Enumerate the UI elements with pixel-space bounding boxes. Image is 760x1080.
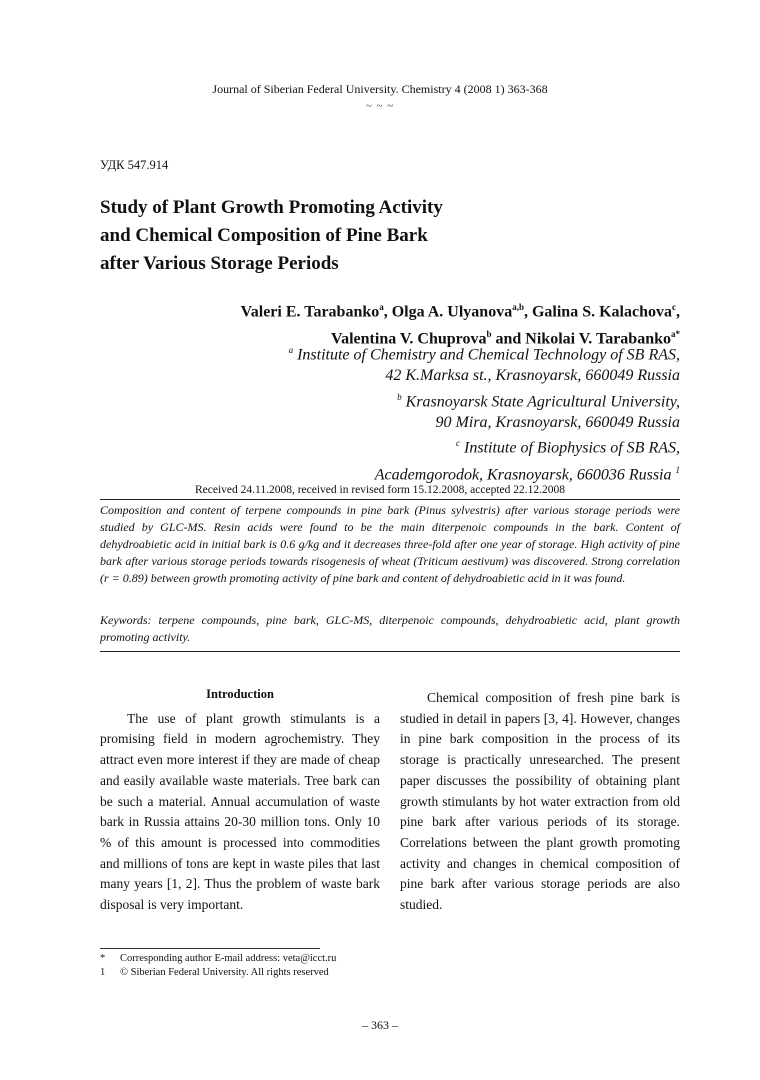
author-name: Olga A. Ulyanova [391, 303, 513, 321]
footnote-ref: 1 [675, 464, 680, 475]
footnote-text: © Siberian Federal University. All rights reserved [120, 967, 329, 978]
abstract-top-rule [100, 499, 680, 500]
author-affil-mark: a [379, 302, 384, 312]
page-number: – 363 – [362, 1018, 398, 1032]
author-separator: , [383, 303, 392, 321]
title-line-2: and Chemical Composition of Pine Bark [100, 225, 428, 246]
footnote-mark: 1 [100, 967, 106, 978]
footnote-2 [100, 967, 329, 978]
title-line-1: Study of Plant Growth Promoting Activity [100, 197, 443, 218]
affiliation-c-line-2: Academgorodok, Krasnoyarsk, 660036 Russia $^1$ [374, 464, 680, 483]
author-affil-mark: b [486, 329, 492, 340]
affiliation-mark: a [288, 345, 294, 355]
abstract: Composition and content of terpene compounds in pine bark (Pinus sylvestris) after various storage periods were studied by GLC-MS. Resin acids were found to be the main diterpenoic compounds in the bark. Content of dehydroabietic acid in initial bark is 0.6 g/kg and it decreases three-fold after one year of storage. High activity of pine bark after various storage periods towards risogenesis of wheat (Triticum aestivum) was discovered. Strong correlation (r = 0.89) between growth promoting activity of pine bark and content of dehydroabietic acid in it was found. [100, 503, 680, 585]
received-dates: Received 24.11.2008, received in revised form 15.12.2008, accepted 22.12.2008 [194, 484, 566, 496]
author-conjunction: and [491, 330, 526, 348]
author-name: Valeri E. Tarabanko [240, 303, 380, 321]
footnote-text: Corresponding author E-mail address: veta@icct.ru [120, 953, 337, 964]
author-name: Nikolai V. Tarabanko [525, 330, 671, 348]
affiliation-b-line-2: 90 Mira, Krasnoyarsk, 660049 Russia [435, 413, 680, 431]
abstract-bottom-rule [100, 651, 680, 652]
journal-header: Journal of Siberian Federal University. Chemistry 4 (2008 1) 363-368 [212, 82, 548, 96]
author-line-1 [241, 296, 680, 323]
author-separator: , [523, 303, 532, 321]
keywords: Keywords: terpene compounds, pine bark, GLC-MS, diterpenoic compounds, dehydroabietic acid, plant growth promoting activity. [100, 613, 680, 644]
section-heading: Introduction [206, 687, 274, 701]
affiliation-mark: c [456, 438, 461, 449]
affiliation-mark: b [397, 391, 402, 402]
affiliation-a-line-1: $^a$ Institute of Chemistry and Chemical Technology of SB RAS, [288, 345, 680, 364]
author-affil-mark: c [672, 302, 676, 312]
column-left [100, 684, 380, 916]
affiliation-b-line-1: $^b$ Krasnoyarsk State Agricultural University, [397, 391, 680, 411]
header-ornament: ~ ~ ~ [365, 100, 395, 112]
author-name: Galina S. Kalachova [531, 303, 672, 321]
udk-code: УДК 547.914 [100, 158, 169, 172]
footnote-1 [100, 953, 336, 964]
author-affil-mark: a* [671, 329, 680, 340]
author-affil-mark: a,b [512, 302, 524, 312]
author-separator: , [676, 303, 680, 321]
paragraph: Chemical composition of fresh pine bark is studied in detail in papers [3, 4]. However, changes in pine bark composition in the process of its storage is practically unresearched. The present paper discusses the possibility of obtaining plant growth stimulants by hot water extraction from old pine bark after various periods of its storage. Correlations between the plant growth promoting activity and changes in chemical composition of pine bark after various storage periods are also studied. [400, 690, 680, 913]
affiliation-c-line-1: $^c$ Institute of Biophysics of SB RAS, [456, 438, 680, 457]
author-name: Valentina V. Chuprova [331, 330, 487, 348]
paper-title [100, 194, 660, 278]
footnote-mark: * [100, 953, 106, 964]
affiliations [289, 340, 680, 486]
footnote-rule [100, 948, 320, 949]
paragraph: The use of plant growth stimulants is a promising field in modern agrochemistry. They attract even more interest if they are made of cheap and easily available waste materials. Tree bark can be such a material. Annual accumulation of waste bark in Russia attains 20-30 million tons. Only 10 % of this amount is processed into commodities and millions of tons are kept in waste piles that last many years [1, 2]. Thus the problem of waste bark disposal is very important. [100, 710, 380, 913]
column-right [400, 688, 680, 916]
title-line-3: after Various Storage Periods [100, 253, 339, 274]
affiliation-a-line-2: 42 K.Marksa st., Krasnoyarsk, 660049 Russia [385, 367, 680, 385]
